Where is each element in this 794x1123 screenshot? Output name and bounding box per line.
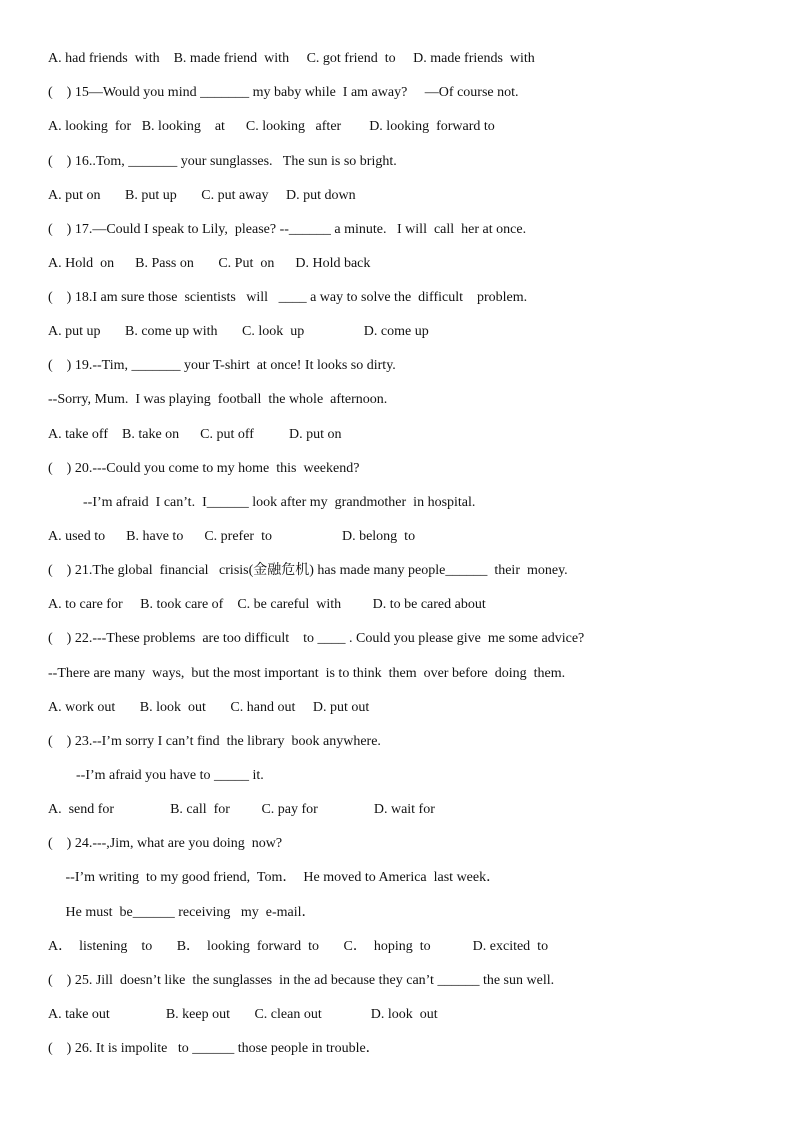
options-22: A. work out B. look out C. hand out D. put out xyxy=(48,700,370,715)
options-20: A. used to B. have to C. prefer to D. belong to xyxy=(48,529,416,544)
options-18: A. put up B. come up with C. look up D. come up xyxy=(48,324,429,339)
question-19: ( ) 19.--Tim, _______ your T-shirt at once! It looks so dirty. xyxy=(48,358,396,373)
question-18: ( ) 18.I am sure those scientists will ____ a way to solve the difficult problem. xyxy=(48,290,528,305)
options-19: A. take off B. take on C. put off D. put on xyxy=(48,427,342,442)
question-20: ( ) 20.---Could you come to my home this weekend? xyxy=(48,461,360,476)
question-25: ( ) 25. Jill doesn’t like the sunglasses in the ad because they can’t ______ the sun well. xyxy=(48,973,555,988)
question-26: ( ) 26. It is impolite to ______ those people in trouble． xyxy=(48,1041,380,1056)
options-25: A. take out B. keep out C. clean out D. look out xyxy=(48,1007,438,1022)
text-line: A. had friends with B. made friend with C. got friend to D. made friends with xyxy=(48,51,535,66)
question-23-reply: --I’m afraid you have to _____ it. xyxy=(48,768,264,783)
options-17: A. Hold on B. Pass on C. Put on D. Hold back xyxy=(48,256,371,271)
question-22-reply: --There are many ways, but the most important is to think them over before doing them. xyxy=(48,666,566,681)
question-20-reply: --I’m afraid I can’t. I______ look after my grandmother in hospital. xyxy=(48,495,476,510)
options-23: A. send for B. call for C. pay for D. wait for xyxy=(48,802,435,817)
question-21: ( ) 21.The global financial crisis(金融危机) has made many people______ their money. xyxy=(48,563,568,578)
options-21: A. to care for B. took care of C. be careful with D. to be cared about xyxy=(48,597,486,612)
question-24-reply: --I’m writing to my good friend, Tom． He moved to America last week． xyxy=(48,870,501,885)
question-24: ( ) 24.---,Jim, what are you doing now? xyxy=(48,836,283,851)
options-16: A. put on B. put up C. put away D. put down xyxy=(48,188,356,203)
question-16: ( ) 16..Tom, _______ your sunglasses. The sun is so bright. xyxy=(48,154,397,169)
question-19-reply: --Sorry, Mum. I was playing football the whole afternoon. xyxy=(48,392,388,407)
question-24-reply-2: He must be______ receiving my e-mail． xyxy=(48,905,316,920)
question-22: ( ) 22.---These problems are too difficult to ____ . Could you please give me some advice? xyxy=(48,631,585,646)
options-24: A． listening to B． looking forward to C． hoping to D. excited to xyxy=(48,939,549,954)
question-15: ( ) 15—Would you mind _______ my baby while I am away? —Of course not. xyxy=(48,85,519,100)
question-23: ( ) 23.--I’m sorry I can’t find the library book anywhere. xyxy=(48,734,381,749)
question-17: ( ) 17.—Could I speak to Lily, please? --______ a minute. I will call her at once. xyxy=(48,222,527,237)
options-15: A. looking for B. looking at C. looking after D. looking forward to xyxy=(48,119,495,134)
